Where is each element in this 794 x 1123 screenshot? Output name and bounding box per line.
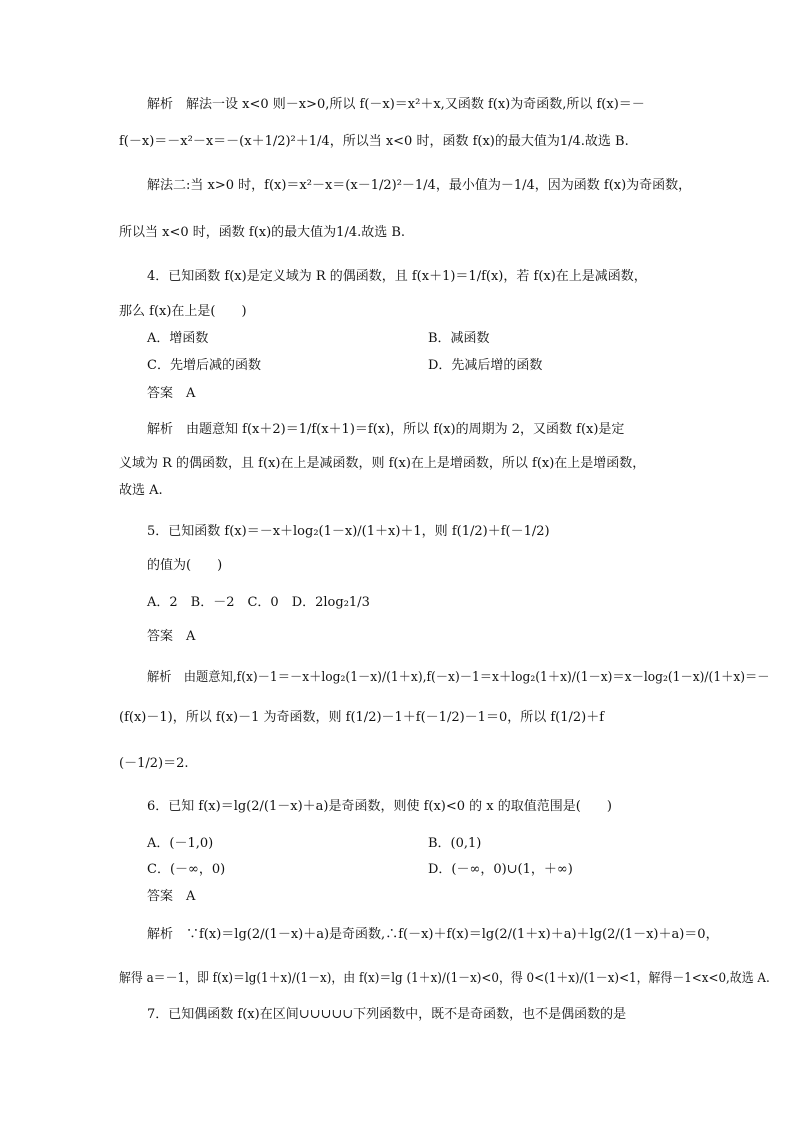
q6-option-a: A．(－1,0) [147, 836, 214, 851]
solution-6-line-2: 解得 a＝－1，即 f(x)＝lg(1＋x)/(1－x)，由 f(x)＝lg (1＋x)/(1－x)<0，得 0<(1＋x)/(1－x)<1，解得－1<x<0,故选 A. [119, 971, 770, 986]
question-6: 6．已知 f(x)＝lg(2/(1－x)＋a)是奇函数，则使 f(x)<0 的 x 的取值范围是( ) [147, 799, 612, 814]
solution-4-line-2: 义域为 R 的偶函数，且 f(x)在上是减函数，则 f(x)在上是增函数，所以 f(x)在上是增函数， [119, 456, 646, 471]
answer-4: 答案 A [147, 386, 196, 401]
q5-options: A．2 B．－2 C．0 D．2log₂1/3 [147, 595, 370, 610]
question-5: 5．已知函数 f(x)＝－x＋log₂(1－x)/(1＋x)＋1，则 f(1/2)＋f(－1/2) [147, 524, 550, 539]
q4-option-c: C．先增后减的函数 [147, 358, 261, 373]
solution-5-line-1: 解析 由题意知,f(x)－1＝－x＋log₂(1－x)/(1＋x),f(－x)－1＝x＋log₂(1＋x)/(1－x)＝x－log₂(1－x)/(1＋x)＝－ [147, 670, 770, 685]
solution-5-line-2: (f(x)－1)，所以 f(x)－1 为奇函数，则 f(1/2)－1＋f(－1/2)－1＝0，所以 f(1/2)＋f [119, 710, 605, 725]
answer-6: 答案 A [147, 889, 196, 904]
solution-4-line-3: 故选 A. [119, 483, 163, 498]
question-4-cont: 那么 f(x)在上是( ) [119, 304, 247, 319]
question-4: 4．已知函数 f(x)是定义域为 R 的偶函数，且 f(x＋1)＝1/f(x)，若 f(x)在上是减函数， [147, 269, 647, 284]
solution-5-line-3: (－1/2)＝2. [119, 756, 189, 771]
q6-option-d: D．(－∞，0)∪(1，＋∞) [428, 862, 573, 877]
q4-option-b: B．减函数 [428, 331, 490, 346]
solution-line-1: 解析 解法一设 x<0 则－x>0,所以 f(－x)＝x²＋x,又函数 f(x)为奇函数,所以 f(x)＝－ [147, 97, 645, 112]
solution-line-4: 所以当 x<0 时，函数 f(x)的最大值为1/4.故选 B. [119, 225, 406, 240]
solution-line-2: f(－x)＝－x²－x＝－(x＋1/2)²＋1/4，所以当 x<0 时，函数 f(x)的最大值为1/4.故选 B. [119, 134, 629, 149]
solution-4-line-1: 解析 由题意知 f(x＋2)＝1/f(x＋1)＝f(x)，所以 f(x)的周期为 2，又函数 f(x)是定 [147, 422, 625, 437]
q6-option-c: C．(－∞，0) [147, 862, 226, 877]
answer-5: 答案 A [147, 629, 196, 644]
question-7: 7．已知偶函数 f(x)在区间∪∪∪∪∪下列函数中，既不是奇函数，也不是偶函数的是 [147, 1007, 627, 1022]
solution-6-line-1: 解析 ∵f(x)＝lg(2/(1－x)＋a)是奇函数,∴f(－x)＋f(x)＝lg(2/(1＋x)＋a)＋lg(2/(1－x)＋a)＝0， [147, 927, 719, 942]
q6-option-b: B．(0,1) [428, 836, 482, 851]
solution-line-3: 解法二:当 x>0 时，f(x)＝x²－x＝(x－1/2)²－1/4，最小值为－1/4，因为函数 f(x)为奇函数， [147, 178, 692, 193]
q4-option-d: D．先减后增的函数 [428, 358, 543, 373]
q4-option-a: A．增函数 [147, 331, 209, 346]
question-5-cont: 的值为( ) [147, 558, 223, 573]
